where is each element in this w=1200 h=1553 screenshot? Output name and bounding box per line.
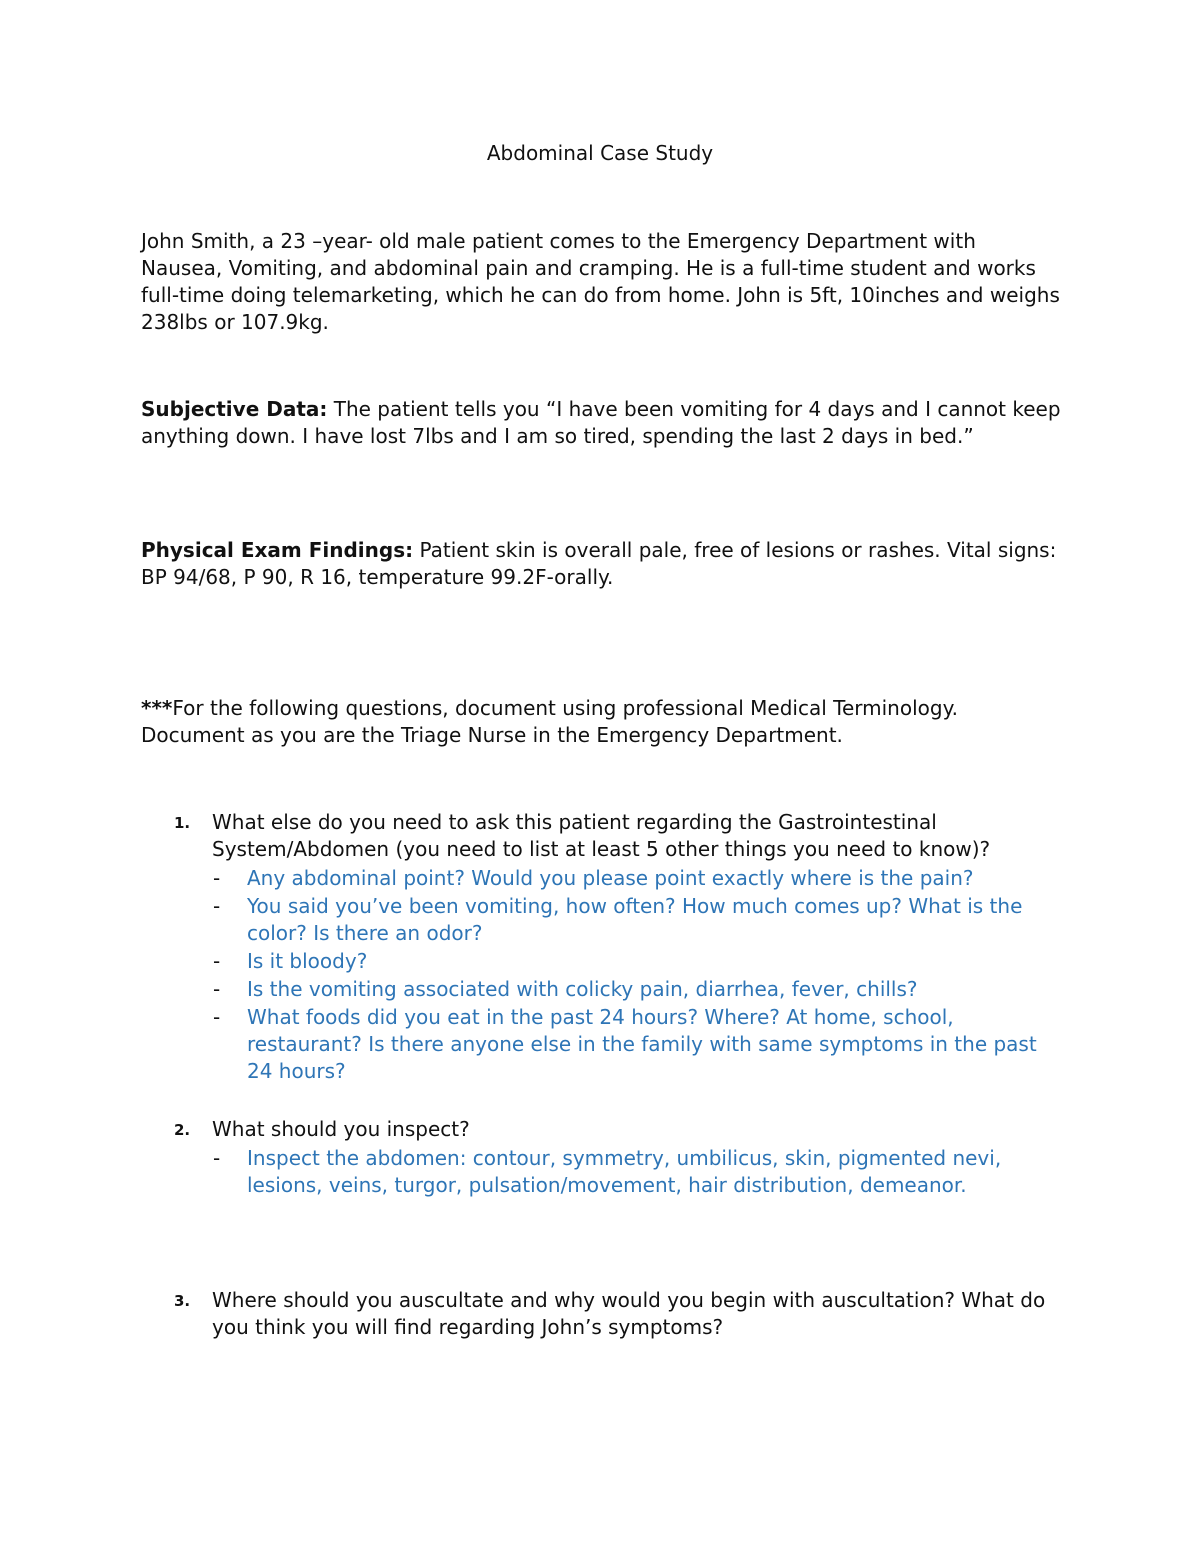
instructions-stars: *** — [141, 696, 173, 720]
answer-list — [141, 865, 1061, 1085]
answer-text: You said you’ve been vomiting, how often? How much comes up? What is the color? Is there an odor? — [247, 894, 1023, 945]
question-2 — [141, 1116, 1061, 1200]
intro-paragraph: John Smith, a 23 –year- old male patient comes to the Emergency Department with Nausea, Vomiting, and abdominal pain and cramping. He is a full-time student and works full-time doing telemarketing, which he can do from home. John is 5ft, 10inches and weighs 238lbs or 107.9kg. — [141, 229, 1060, 334]
answer-list — [141, 1145, 1061, 1199]
question-number: 2. — [174, 1121, 191, 1139]
dash-bullet: - — [213, 977, 221, 1001]
answer-text: What foods did you eat in the past 24 hours? Where? At home, school, restaurant? Is there anyone else in the family with same symptoms in the past 24 hours? — [247, 1005, 1037, 1083]
physical-exam-paragraph — [141, 537, 1061, 591]
subjective-data-text: The patient tells you “I have been vomiting for 4 days and I cannot keep anything down. I have lost 7lbs and I am so tired, spending the last 2 days in bed.” — [141, 397, 1061, 448]
question-number: 3. — [174, 1292, 191, 1310]
dash-bullet: - — [213, 866, 221, 890]
answer-item — [213, 1004, 1061, 1085]
answer-item — [213, 893, 1061, 947]
answer-text: Inspect the abdomen: contour, symmetry, umbilicus, skin, pigmented nevi, lesions, veins, turgor, pulsation/movement, hair distribution, demeanor. — [247, 1146, 1002, 1197]
physical-exam-text: Patient skin is overall pale, free of lesions or rashes. Vital signs: BP 94/68, P 90, R 16, temperature 99.2F-orally. — [141, 538, 1057, 589]
instructions-line-2: Document as you are the Triage Nurse in the Emergency Department. — [141, 723, 843, 747]
dash-bullet: - — [213, 894, 221, 918]
answer-item — [213, 976, 1061, 1003]
question-text: What else do you need to ask this patient regarding the Gastrointestinal System/Abdomen (you need to list at least 5 other things you need to know)? — [212, 810, 991, 861]
question-number: 1. — [174, 814, 191, 832]
physical-exam-label: Physical Exam Findings: — [141, 538, 414, 562]
subjective-data-paragraph — [141, 396, 1061, 450]
answer-item — [213, 865, 1061, 892]
instructions-paragraph — [141, 695, 1061, 749]
question-3 — [141, 1287, 1061, 1341]
subjective-data-label: Subjective Data: — [141, 397, 328, 421]
dash-bullet: - — [213, 1005, 221, 1029]
answer-text: Any abdominal point? Would you please point exactly where is the pain? — [247, 866, 974, 890]
document-title: Abdominal Case Study — [486, 141, 714, 165]
answer-text: Is the vomiting associated with colicky pain, diarrhea, fever, chills? — [247, 977, 918, 1001]
dash-bullet: - — [213, 949, 221, 973]
question-text: Where should you auscultate and why would you begin with auscultation? What do you think you will find regarding John’s symptoms? — [212, 1288, 1046, 1339]
answer-text: Is it bloody? — [247, 949, 368, 973]
question-1 — [141, 809, 1061, 1086]
answer-item — [213, 1145, 1061, 1199]
question-text: What should you inspect? — [212, 1117, 470, 1141]
instructions-line-1: For the following questions, document using professional Medical Terminology. — [172, 696, 958, 720]
answer-item — [213, 948, 1061, 975]
dash-bullet: - — [213, 1146, 221, 1170]
